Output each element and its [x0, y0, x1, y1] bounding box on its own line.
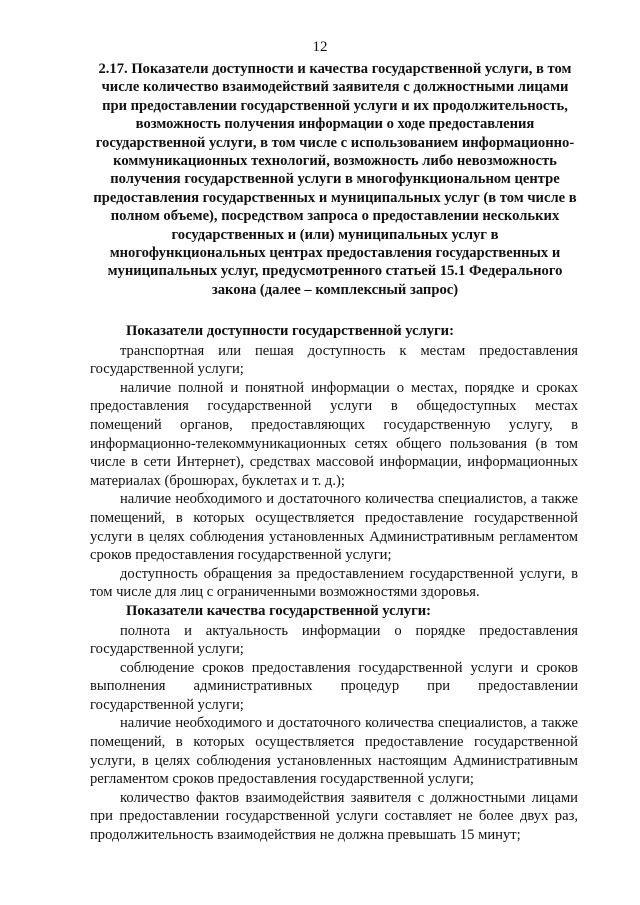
quality-item: полнота и актуальность информации о порядке предоставления государственной услуги; [90, 622, 578, 658]
quality-item: количество фактов взаимодействия заявителя с должностными лицами при предоставлении государственной услуги составляет не более двух раз, продолжительность взаимодействия не должна превышать 15 минут; [90, 789, 578, 844]
quality-item: наличие необходимого и достаточного количества специалистов, а также помещений, в которых осуществляется предоставление государственной услуги, в целях соблюдения установленных настоящим Административным регламентом сроков предоставления государственной услуги; [90, 715, 578, 788]
section-heading: 2.17. Показатели доступности и качества государственной услуги, в том числе количество взаимодействий заявителя с должностными лицами при предоставлении государственной услуги и их продолжительность, возможность получения информации о ходе предоставления государственной услуги, в том числе с использованием информационно-коммуникационных технологий, возможность либо невозможность получения государственной услуги в многофункциональном центре предоставления государственных и муниципальных услуг (в том числе в полном объеме), посредством запроса о предоставлении нескольких государственных и (или) муниципальных услуг в многофункциональных центрах предоставления государственных и муниципальных услуг, предусмотренного статьей 15.1 Федерального закона (далее – комплексный запрос) [93, 61, 577, 298]
availability-item: транспортная или пешая доступность к местам предоставления государственной услуги; [90, 342, 578, 378]
availability-title: Показатели доступности государственной услуги: [126, 323, 454, 339]
availability-item: наличие необходимого и достаточного количества специалистов, а также помещений, в которых осуществляется предоставление государственной услуги в целях соблюдения установленных Административным регламентом сроков предоставления государственной услуги; [90, 491, 578, 564]
availability-item: наличие полной и понятной информации о местах, порядке и сроках предоставления государственной услуги в общедоступных местах помещений органов, предоставляющих государственную услугу, в информационно-телекоммуникационных сетях общего пользования (в том числе в сети Интернет), средствах массовой информации, информационных материалах (брошюрах, буклетах и т. д.); [90, 379, 578, 489]
quality-title: Показатели качества государственной услуги: [126, 602, 431, 619]
page-number: 12 [312, 39, 328, 55]
availability-item: доступность обращения за предоставлением государственной услуги, в том числе для лиц с ограниченными возможностями здоровья. [90, 565, 578, 601]
document-body [90, 322, 578, 845]
quality-item: соблюдение сроков предоставления государственной услуги и сроков выполнения административных процедур при предоставлении государственной услуги; [90, 659, 578, 713]
